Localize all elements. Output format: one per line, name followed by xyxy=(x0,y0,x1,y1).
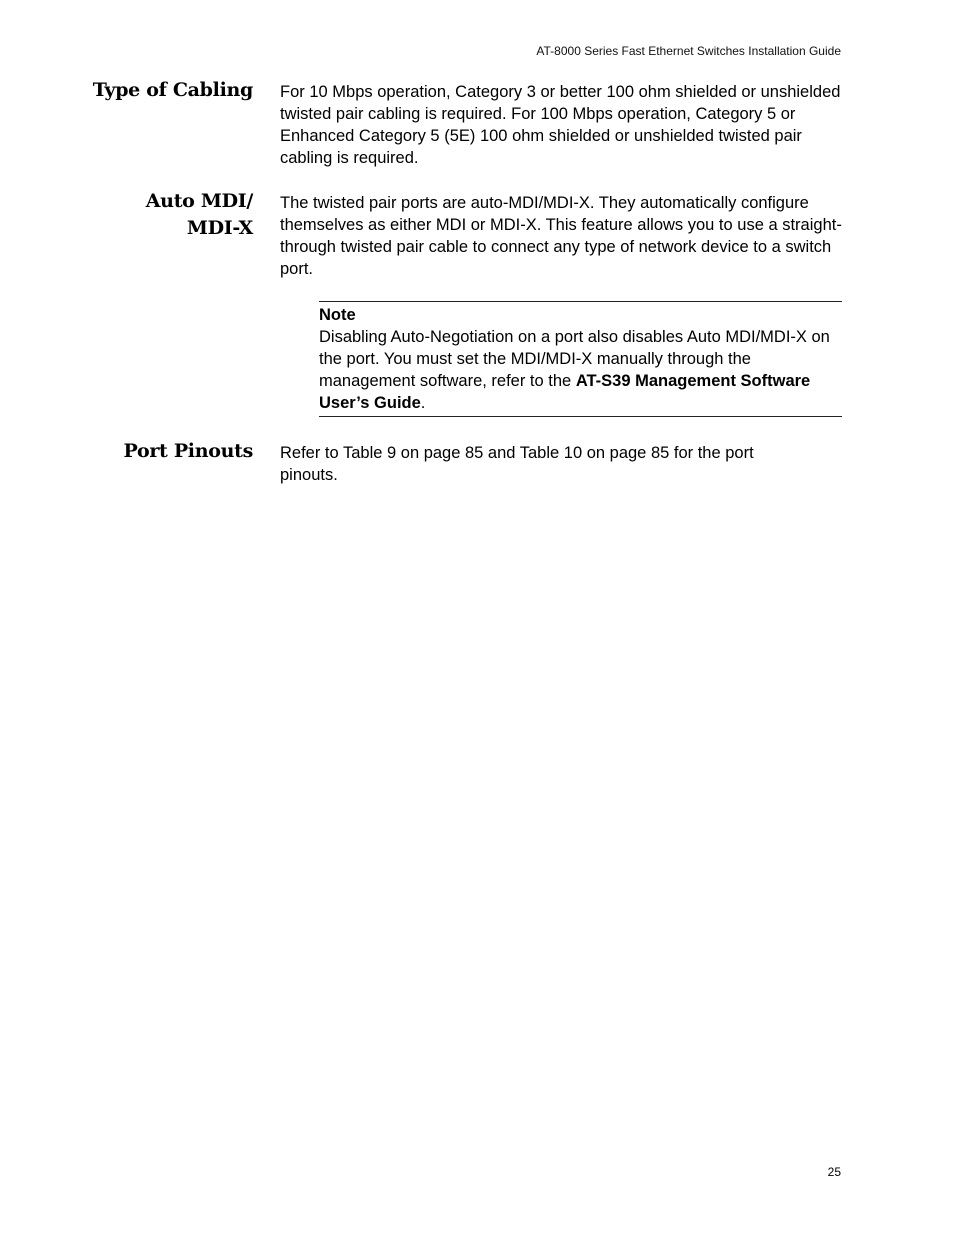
note-text xyxy=(319,326,842,414)
heading-auto-mdi-line1: Auto MDI/ xyxy=(145,190,253,212)
note-title: Note xyxy=(319,306,356,324)
type-of-cabling-paragraph: For 10 Mbps operation, Category 3 or better 100 ohm shielded or unshielded twisted pair cabling is required. For 100 Mbps operation, Category 5 or Enhanced Category 5 (5E) 100 ohm shielded or unshielded twisted pair cabling is required. xyxy=(280,83,841,167)
page-number: 25 xyxy=(827,1165,841,1179)
note-box xyxy=(319,301,842,417)
heading-auto-mdi-line2: MDI-X xyxy=(186,217,253,239)
running-header: AT-8000 Series Fast Ethernet Switches Installation Guide xyxy=(536,44,841,58)
port-pinouts-paragraph: Refer to Table 9 on page 85 and Table 10 on page 85 for the port pinouts. xyxy=(280,444,754,484)
note-text-before: Disabling Auto-Negotiation on a port also disables Auto MDI/MDI-X on the port. You must set the MDI/MDI-X manually through the management software, refer to the xyxy=(319,328,830,390)
heading-port-pinouts: Port Pinouts xyxy=(123,440,253,462)
heading-auto-mdi xyxy=(146,188,253,242)
auto-mdi-paragraph: The twisted pair ports are auto-MDI/MDI-X. They automatically configure themselves as either MDI or MDI-X. This feature allows you to use a straight-through twisted pair cable to connect any type of network device to a switch port. xyxy=(280,194,842,278)
note-guide-name: AT-S39 Management Software User’s Guide xyxy=(319,372,811,412)
heading-type-of-cabling: Type of Cabling xyxy=(92,79,253,101)
note-text-after: . xyxy=(420,394,426,412)
